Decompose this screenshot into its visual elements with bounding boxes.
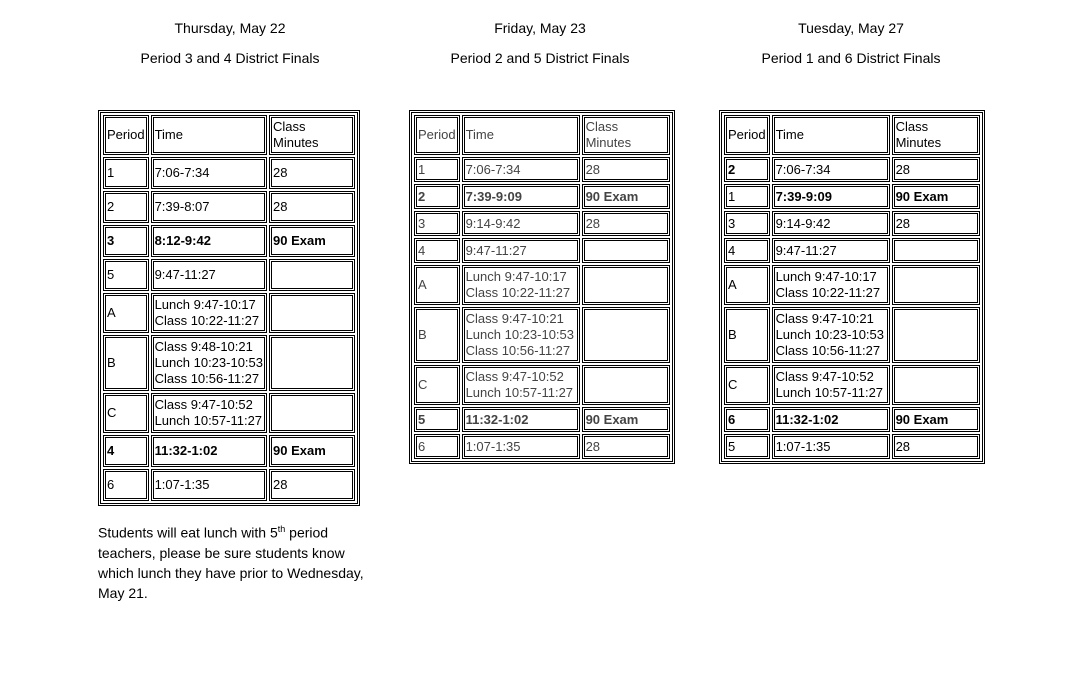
time-cell: [151, 393, 267, 433]
table-row: [724, 307, 980, 363]
period-cell: 4: [414, 238, 460, 263]
minutes-cell: [269, 293, 355, 333]
minutes-cell: [892, 265, 980, 305]
header-row: [414, 115, 670, 155]
time-cell: [151, 335, 267, 391]
time-cell: [462, 265, 580, 305]
time-line: Class 9:47-10:52: [154, 397, 253, 412]
minutes-cell: [582, 265, 670, 305]
time-cell: [772, 265, 890, 305]
period-cell: 5: [414, 407, 460, 432]
time-cell: [772, 238, 890, 263]
time-cell: [151, 259, 267, 291]
time-line: Class 10:22-11:27: [465, 285, 571, 300]
time-line: 7:06-7:34: [154, 165, 210, 180]
schedule-table-friday: [409, 110, 675, 464]
time-cell: [462, 238, 580, 263]
time-cell: [151, 157, 267, 189]
time-line: 7:39-8:07: [154, 199, 210, 214]
time-line: Lunch 9:47-10:17: [154, 297, 256, 312]
table-row: [724, 365, 980, 405]
time-line: Class 9:48-10:21: [154, 339, 253, 354]
table-row: [103, 469, 355, 501]
note-superscript: th: [277, 524, 286, 534]
lunch-note: [98, 519, 368, 603]
header-cell: Period: [724, 115, 770, 155]
table-row: [103, 191, 355, 223]
table-row: [103, 157, 355, 189]
time-cell: [151, 469, 267, 501]
header-cell: Class Minutes: [892, 115, 980, 155]
minutes-cell: 28: [892, 211, 980, 236]
minutes-cell: 90 Exam: [269, 225, 355, 257]
time-line: Class 9:47-10:21: [775, 311, 874, 326]
minutes-cell: 28: [269, 191, 355, 223]
table-row: [103, 335, 355, 391]
time-cell: [151, 191, 267, 223]
subtitle-friday: Period 2 and 5 District Finals: [450, 50, 630, 66]
time-line: Class 9:47-10:52: [465, 369, 564, 384]
minutes-cell: 90 Exam: [892, 184, 980, 209]
time-line: Lunch 10:23-10:53: [465, 327, 575, 342]
table-row: [414, 434, 670, 459]
time-line: Class 9:47-10:52: [775, 369, 874, 384]
time-line: 8:12-9:42: [154, 233, 211, 248]
period-cell: B: [724, 307, 770, 363]
note-text-start: Students will eat lunch with 5: [98, 524, 278, 541]
table-row: [414, 184, 670, 209]
minutes-cell: [582, 238, 670, 263]
subtitle-thursday: Period 3 and 4 District Finals: [140, 50, 320, 66]
time-cell: [151, 435, 267, 467]
table-row: [724, 184, 980, 209]
time-line: 7:39-9:09: [775, 188, 832, 204]
time-cell: [462, 211, 580, 236]
period-cell: 1: [103, 157, 149, 189]
period-cell: 6: [724, 407, 770, 432]
time-line: Lunch 10:57-11:27: [775, 385, 884, 400]
time-cell: [772, 184, 890, 209]
period-cell: C: [103, 393, 149, 433]
table-row: [414, 307, 670, 363]
time-line: Class 10:56-11:27: [154, 371, 260, 386]
period-cell: 3: [414, 211, 460, 236]
time-line: Lunch 10:57-11:27: [154, 413, 263, 428]
time-cell: [151, 293, 267, 333]
minutes-cell: 28: [892, 434, 980, 459]
table-row: [414, 265, 670, 305]
period-cell: 1: [414, 157, 460, 182]
minutes-cell: [582, 307, 670, 363]
period-cell: B: [414, 307, 460, 363]
minutes-cell: 28: [892, 157, 980, 182]
header-row: [724, 115, 980, 155]
minutes-cell: [582, 365, 670, 405]
period-cell: 3: [103, 225, 149, 257]
period-cell: C: [414, 365, 460, 405]
minutes-cell: 90 Exam: [269, 435, 355, 467]
table-row: [414, 407, 670, 432]
time-cell: [151, 225, 267, 257]
header-cell: Class Minutes: [269, 115, 355, 155]
schedule-table-thursday: [98, 110, 360, 506]
time-line: 1:07-1:35: [775, 438, 831, 454]
header-cell: Period: [414, 115, 460, 155]
header-cell: Class Minutes: [582, 115, 670, 155]
table-row: [414, 157, 670, 182]
header-cell: Time: [151, 115, 267, 155]
time-line: 1:07-1:35: [154, 477, 210, 492]
time-line: 7:39-9:09: [465, 188, 522, 204]
time-cell: [462, 407, 580, 432]
period-cell: 1: [724, 184, 770, 209]
time-line: Lunch 9:47-10:17: [465, 269, 567, 284]
table-row: [724, 265, 980, 305]
header-cell: Time: [772, 115, 890, 155]
table-row: [414, 211, 670, 236]
time-cell: [772, 157, 890, 182]
time-line: 9:47-11:27: [465, 242, 527, 258]
minutes-cell: 28: [582, 157, 670, 182]
time-line: 1:07-1:35: [465, 438, 521, 454]
time-cell: [772, 434, 890, 459]
time-line: Lunch 10:23-10:53: [154, 355, 264, 370]
time-line: 9:14-9:42: [775, 215, 831, 231]
time-cell: [772, 365, 890, 405]
time-line: Class 10:22-11:27: [154, 313, 260, 328]
time-line: 9:14-9:42: [465, 215, 521, 231]
period-cell: B: [103, 335, 149, 391]
minutes-cell: [892, 365, 980, 405]
header-cell: Time: [462, 115, 580, 155]
minutes-cell: [269, 259, 355, 291]
time-line: 7:06-7:34: [775, 161, 831, 177]
minutes-cell: 28: [582, 434, 670, 459]
time-line: Class 10:22-11:27: [775, 285, 881, 300]
time-cell: [462, 365, 580, 405]
period-cell: A: [414, 265, 460, 305]
period-cell: 2: [724, 157, 770, 182]
minutes-cell: 90 Exam: [582, 184, 670, 209]
table-row: [414, 365, 670, 405]
time-line: 11:32-1:02: [154, 443, 218, 458]
time-line: 9:47-11:27: [154, 267, 216, 282]
time-cell: [462, 307, 580, 363]
time-line: Class 10:56-11:27: [465, 343, 571, 358]
period-cell: 6: [414, 434, 460, 459]
period-cell: 5: [103, 259, 149, 291]
period-cell: 2: [103, 191, 149, 223]
period-cell: 5: [724, 434, 770, 459]
day-title-thursday: Thursday, May 22: [174, 20, 286, 36]
time-line: 11:32-1:02: [775, 411, 839, 427]
period-cell: A: [103, 293, 149, 333]
minutes-cell: 28: [269, 469, 355, 501]
time-line: Lunch 10:23-10:53: [775, 327, 885, 342]
period-cell: C: [724, 365, 770, 405]
time-line: Class 10:56-11:27: [775, 343, 881, 358]
table-row: [103, 225, 355, 257]
period-cell: 4: [724, 238, 770, 263]
period-cell: 3: [724, 211, 770, 236]
time-line: 9:47-11:27: [775, 242, 837, 258]
time-line: 7:06-7:34: [465, 161, 521, 177]
minutes-cell: [892, 307, 980, 363]
minutes-cell: [892, 238, 980, 263]
time-line: Lunch 9:47-10:17: [775, 269, 877, 284]
time-cell: [462, 157, 580, 182]
header-row: [103, 115, 355, 155]
table-row: [103, 293, 355, 333]
period-cell: A: [724, 265, 770, 305]
time-cell: [462, 434, 580, 459]
time-cell: [772, 307, 890, 363]
table-row: [724, 238, 980, 263]
minutes-cell: 28: [269, 157, 355, 189]
minutes-cell: 90 Exam: [892, 407, 980, 432]
period-cell: 2: [414, 184, 460, 209]
day-title-tuesday: Tuesday, May 27: [798, 20, 904, 36]
note-text-end: period teachers, please be sure students know which lunch they have prior to Wednesday, May 21.: [98, 524, 364, 601]
table-row: [103, 393, 355, 433]
table-row: [103, 259, 355, 291]
period-cell: 6: [103, 469, 149, 501]
time-line: Class 9:47-10:21: [465, 311, 564, 326]
minutes-cell: 90 Exam: [582, 407, 670, 432]
minutes-cell: [269, 335, 355, 391]
table-row: [724, 434, 980, 459]
minutes-cell: 28: [582, 211, 670, 236]
time-cell: [772, 407, 890, 432]
table-row: [724, 211, 980, 236]
period-cell: 4: [103, 435, 149, 467]
time-cell: [462, 184, 580, 209]
schedule-table-tuesday: [719, 110, 985, 464]
table-row: [414, 238, 670, 263]
table-row: [103, 435, 355, 467]
subtitle-tuesday: Period 1 and 6 District Finals: [761, 50, 941, 66]
table-row: [724, 407, 980, 432]
time-cell: [772, 211, 890, 236]
time-line: Lunch 10:57-11:27: [465, 385, 574, 400]
table-row: [724, 157, 980, 182]
time-line: 11:32-1:02: [465, 411, 529, 427]
day-title-friday: Friday, May 23: [494, 20, 586, 36]
header-cell: Period: [103, 115, 149, 155]
minutes-cell: [269, 393, 355, 433]
